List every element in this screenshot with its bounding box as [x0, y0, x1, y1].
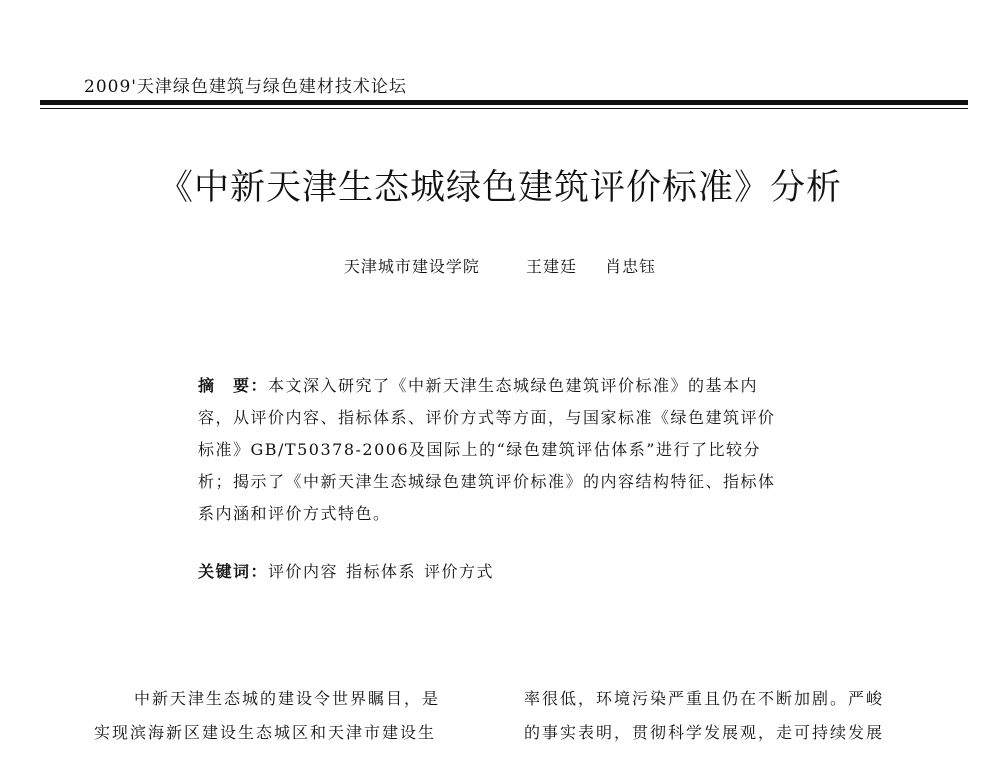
keywords — [198, 559, 858, 582]
abstract-line: 容，从评价内容、指标体系、评价方式等方面，与国家标准《绿色建筑评价 — [198, 408, 776, 427]
abstract — [198, 370, 858, 530]
author-name: 肖忠钰 — [605, 257, 657, 276]
keywords-label: 关键词： — [198, 562, 269, 581]
header-rule-thin — [40, 108, 968, 109]
abstract-line: 系内涵和评价方式特色。 — [198, 504, 391, 523]
author-line — [0, 254, 1000, 277]
abstract-line — [198, 370, 858, 402]
keyword: 指标体系 — [346, 562, 417, 581]
abstract-line: 析；揭示了《中新天津生态城绿色建筑评价标准》的内容结构特征、指标体 — [198, 472, 776, 491]
body-column-left — [94, 682, 494, 750]
body-line: 率很低，环境污染严重且仍在不断加剧。严峻 — [524, 689, 885, 708]
abstract-label: 摘 要： — [198, 376, 269, 395]
paper-title: 《中新天津生态城绿色建筑评价标准》分析 — [157, 168, 842, 208]
author-institution: 天津城市建设学院 — [343, 257, 480, 276]
keyword: 评价内容 — [268, 562, 339, 581]
author-name: 王建廷 — [525, 257, 577, 276]
body-line: 实现滨海新区建设生态城区和天津市建设生 — [94, 723, 437, 742]
body-line: 的事实表明，贯彻科学发展观，走可持续发展 — [524, 723, 885, 742]
body-column-right — [524, 682, 924, 750]
running-header: 2009'天津绿色建筑与绿色建材技术论坛 — [84, 77, 407, 97]
header-rule-thick — [40, 100, 968, 105]
abstract-text: 本文深入研究了《中新天津生态城绿色建筑评价标准》的基本内 — [268, 376, 759, 395]
abstract-line: 标准》GB/T50378-2006及国际上的“绿色建筑评估体系”进行了比较分 — [198, 440, 761, 459]
keyword: 评价方式 — [424, 562, 495, 581]
body-line: 中新天津生态城的建设令世界瞩目，是 — [134, 689, 441, 708]
